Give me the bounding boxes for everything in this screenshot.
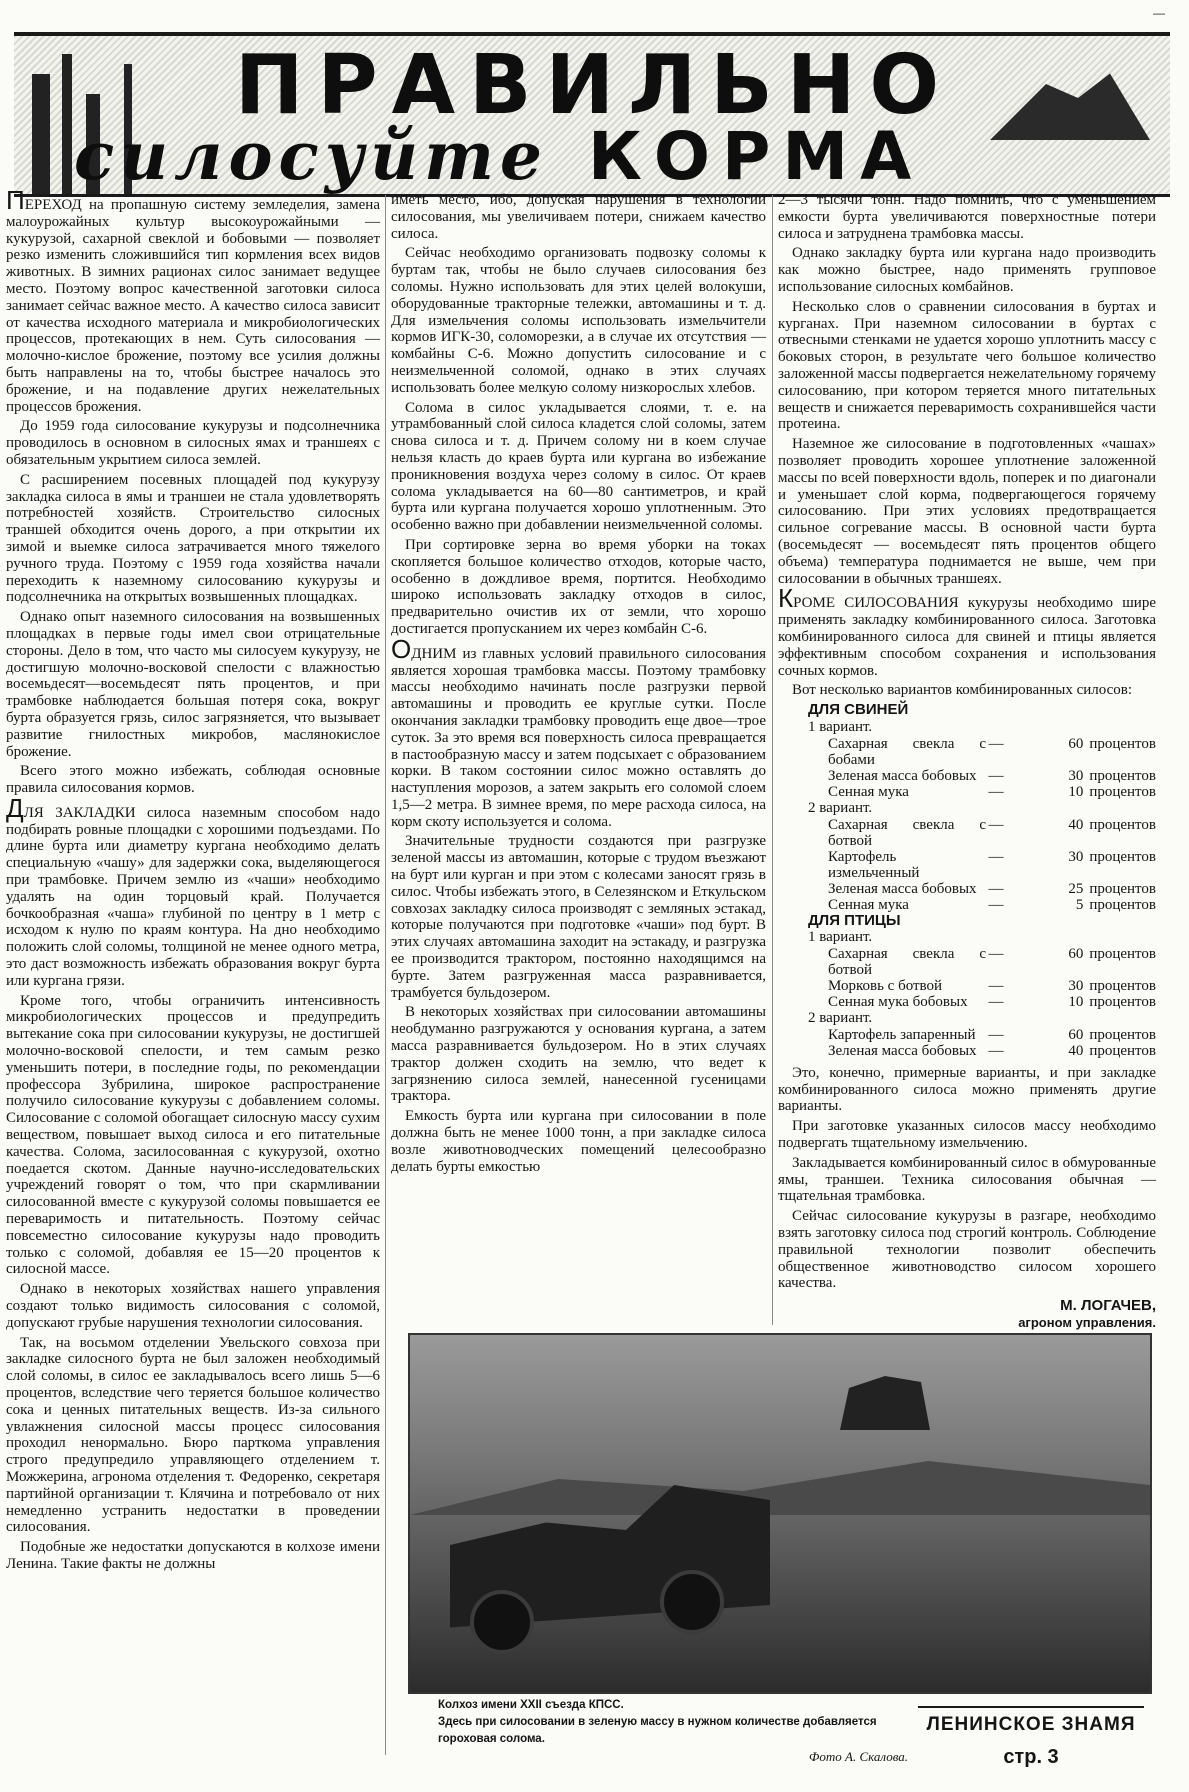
column-divider: [772, 195, 773, 1325]
photo-tractor: [840, 1370, 930, 1430]
dash-separator: —: [988, 978, 1004, 995]
paragraph-text: Несколько слов о сравнении силосования в буртах и курганах. При наземном силосовании в буртах с отвесными стенками не удается хорошо уплотнить массу с боковых сторон, в результате чего большое количество заложенной массы подвергается нежелательному горячему силосованию, при котором теряется много питательных веществ и снижается переваримость сохранившейся части протеина.: [778, 298, 1156, 433]
ingredient-share: [1006, 736, 1156, 768]
recipe-variant-label: 2 вариант.: [808, 1010, 873, 1027]
paragraph-text: До 1959 года силосование кукурузы и подсолнечника проводилось в основном в силосных ямах и траншеях с обязательным укрытием силоса землей.: [6, 418, 380, 468]
dash-separator: —: [988, 946, 1004, 963]
share-unit: процентов: [1089, 783, 1156, 800]
ingredient-name: Сенная мука: [828, 783, 909, 800]
paragraph: [391, 1004, 766, 1105]
paragraph: [6, 1281, 380, 1331]
paragraph-text: 2—3 тысячи тонн. Надо помнить, что с уменьшением емкости бурта увеличиваются поверхностные потери силоса и затруднена трамбовка массы.: [778, 192, 1156, 242]
paragraph-text: В некоторых хозяйствах при силосовании автомашины необдуманно разгружаются у основания кургана, а затем масса разравнивается бульдозером. Но в этих случаях трактор должен сходить на землю, что ведет к загрязнению силоса землей, нанесенной гусеницами трактора.: [391, 1004, 766, 1105]
ingredient-name: Сахарная свекла с ботвой: [828, 946, 986, 979]
share-unit: процентов: [1089, 1042, 1156, 1059]
ingredient-name: Сахарная свекла с ботвой: [828, 816, 986, 849]
paragraph: [6, 609, 380, 760]
paragraph: [6, 993, 380, 1279]
paragraph-text: ДНИМ из главных условий правильного силосования является хорошая трамбовка массы. Поэтому трамбовку массы необходимо начинать после разгрузки первой автомашины и проводить ее круглые сутки. После окончания закладки трамбовку проводить еще двое—трое суток. За это время вся поверхность силоса превращается в пастообразную массу и затем подсыхает с образованием корки. В таком состоянии силос можно оставлять до наступления морозов, а затем закрыть его соломой слоем 1,5—2 метра. В зимнее время, по мере расхода силоса, на корм скоту используется и солома.: [391, 645, 766, 830]
article-column-2: [391, 192, 766, 1322]
share-unit: процентов: [1089, 848, 1156, 865]
drop-capital: П: [6, 185, 25, 215]
headline-word-korma: КОРМА: [587, 118, 924, 195]
ingredient-share: [1006, 897, 1156, 913]
headline-banner: [14, 32, 1170, 197]
paragraph: [778, 1118, 1156, 1152]
paragraph: [391, 192, 766, 242]
share-unit: процентов: [1089, 880, 1156, 897]
share-unit: процентов: [1089, 1026, 1156, 1043]
share-unit: процентов: [1089, 978, 1156, 995]
ingredient-name: Картофель измельченный: [828, 848, 920, 881]
paragraph-text: ЕРЕХОД на пропашную систему земледелия, замена малоурожайных культур высокоурожайными — кукурузой, сахарной свеклой и бобовыми — позволяет резко изменить сложившийся тип кормления всех видов животных. В зимних рационах силос занимает ведущее место. Поэтому вопрос качественной заготовки силоса занимает сейчас важное место. А качество силоса зависит от качества исходного материала и микробиологических процессов, протекающих в нем. Суть силосования — молочно-кислое брожение, поэтому все усилия должны быть направлены на то, чтобы быстрее началось это брожение, и на подавление других нежелательных процессов брожения.: [6, 197, 380, 415]
paragraph-text: Всего этого можно избежать, соблюдая основные правила силосования кормов.: [6, 763, 380, 797]
paragraph: [391, 400, 766, 534]
paragraph-text: Однако закладку бурта или кургана надо производить как можно быстрее, надо применять групповое использование силосных комбайнов.: [778, 245, 1156, 295]
paragraph-text: Кроме того, чтобы ограничить интенсивность микробиологических процессов и предупредить вытекание сока при силосовании кукурузы, не достигшей молочно-восковой спелости, и тем самым резко уменьшить потери, в последние годы, по рекомендации профессора Зубрилина, широкое распространение получило силосование кукурузы с добавлением соломы. Силосование с соломой обогащает силосную массу сухим веществом, повышает выход силоса и его питательные качества. Солома, засилосованная с кукурузой, охотно поедается скотом. Данные научно-исследовательских учреждений говорят о том, что при скармливании силосованной вместе с кукурузой соломы повышается ее переваримость и питательность. Поэтому сейчас повсеместно силосование кукурузы надо проводить только с соломой, добавляя ее 15—20 процентов к силосной массе.: [6, 992, 380, 1278]
paragraph: [6, 1335, 380, 1537]
recipe-row: [828, 784, 1156, 800]
paragraph: [391, 833, 766, 1001]
recipe-row: [828, 768, 1156, 784]
ingredient-share: [1006, 881, 1156, 897]
paragraph: [778, 192, 1156, 242]
paragraph-text: С расширением посевных площадей под кукурузу закладка силоса в ямы и траншеи не стала удовлетворять потребностей хозяйств. Строительство силосных траншей обходится очень дорого, а при открытии их зимой и выемке силоса затрачивается много тяжелого ручного труда. Поэтому с 1959 года хозяйства начали переходить к наземному силосованию кукурузы и подсолнечника на открытых возвышенных площадках.: [6, 471, 380, 606]
photo-silage-loading: [408, 1333, 1152, 1694]
author-role: агроном управления.: [1018, 1315, 1156, 1331]
paragraph: [778, 436, 1156, 587]
dash-separator: —: [988, 735, 1004, 752]
ingredient-share: [1006, 817, 1156, 849]
drop-capital: К: [778, 583, 794, 614]
paragraph-text: Солома в силос укладывается слоями, т. е. на утрамбованный слой силоса кладется слой соломы, затем снова силоса и т. д. Причем солому ни в коем случае нельзя класть до краев бурта или кургана во избежание проникновения воздуха через солому в силос. От краев солома укладывается на 60—80 сантиметров, и край бурта или кургана получается хорошо уплотненным. Это особенно важно при добавлении неизмельченной соломы.: [391, 399, 766, 534]
recipe-row: [828, 1027, 1156, 1043]
ingredient-share: [1006, 994, 1156, 1010]
paragraph-text: Вот несколько вариантов комбинированных силосов:: [792, 682, 1133, 699]
dash-separator: —: [988, 783, 1004, 800]
paragraph-text: При сортировке зерна во время уборки на токах скопляется большое количество отходов, которые часто, особенно в дождливое время, портится. Необходимо широко использовать закладку отходов в силос, предварительно очистив их от земли, что хорошо достигается пропусканием их через комбайн С-6.: [391, 536, 766, 637]
paragraph: [6, 763, 380, 797]
photo-wheel: [470, 1590, 534, 1654]
recipe-variant-label: 1 вариант.: [808, 718, 873, 735]
paragraph-text: Сейчас силосование кукурузы в разгаре, необходимо взять заготовку силоса под строгий контроль. Соблюдение правильной технологии позволит обеспечить общественное животноводство силосом хорошего качества.: [778, 1208, 1156, 1292]
share-value: 30: [1068, 767, 1084, 784]
ingredient-share: [1006, 784, 1156, 800]
ingredient-name: Зеленая масса бобовых: [828, 767, 977, 784]
ingredient-name: Сахарная свекла с бобами: [828, 735, 986, 768]
drop-capital: Д: [6, 792, 24, 823]
recipe-row: [828, 1043, 1156, 1059]
paragraph: [391, 633, 766, 831]
column-3-text-after: [778, 1065, 1156, 1292]
headline-line2: [74, 117, 1114, 195]
paragraph: [391, 537, 766, 638]
ingredient-name: Сенная мука бобовых: [828, 994, 968, 1011]
dash-separator: —: [988, 816, 1004, 833]
page-marker: —: [1153, 6, 1165, 20]
paragraph-text: Однако опыт наземного силосования на возвышенных площадках в первые годы имел свои отрицательные стороны. Дело в том, что часто мы силосуем кукурузу, не достигшую молочно-восковой спелости с влажностью восемьдесят—восемьдесят пять процентов, и при трамбовке наблюдается большая потеря сока, вокруг бурта образуется грязь, силос загрязняется, что вызывает развитие гнилостных микробов, маслянокислое брожение.: [6, 609, 380, 760]
share-value: 40: [1068, 1042, 1084, 1059]
reed-decoration: [62, 54, 72, 194]
paragraph-text: При заготовке указанных силосов массу необходимо подвергать тщательному измельчению.: [778, 1118, 1156, 1152]
signature: [778, 1298, 1156, 1332]
ingredient-name: Сенная мука: [828, 896, 909, 913]
reed-decoration: [32, 74, 50, 194]
paragraph-text: Наземное же силосование в подготовленных «чашах» позволяет проводить хорошее уплотнение заложенной массы по всей поверхности вдоль, поперек и по диагонали и уменьшает слой корма, подвергающегося горячему силосованию. При этих условиях предотвращается сильное согревание массы. В основной части бурта (восемьдесят — восемьдесят пять процентов общего объема) температура поднимается не выше, чем при силосовании в обычных траншеях.: [778, 436, 1156, 587]
dash-separator: —: [988, 896, 1004, 913]
recipe-row: [828, 897, 1156, 913]
dash-separator: —: [988, 767, 1004, 784]
paragraph: [778, 299, 1156, 433]
paragraph: [391, 1108, 766, 1175]
share-unit: процентов: [1089, 946, 1156, 963]
recipe-row: [828, 946, 1156, 978]
caption-line2: Здесь при силосовании в зеленую массу в нужном количестве добавляется гороховая солома.: [438, 1716, 877, 1745]
headline-word-silosuyte: силосуйте: [74, 117, 548, 195]
paragraph: [6, 418, 380, 468]
share-value: 5: [1075, 896, 1084, 913]
paragraph-text: иметь место, ибо, допуская нарушения в технологии силосования, мы увеличиваем потери, снижаем качество силоса.: [391, 192, 766, 242]
paragraph: [778, 245, 1156, 295]
recipe-group-heading: ДЛЯ СВИНЕЙ: [808, 701, 909, 719]
dash-separator: —: [988, 1042, 1004, 1059]
share-unit: процентов: [1089, 994, 1156, 1011]
paragraph: [6, 1539, 380, 1573]
ingredient-share: [1006, 946, 1156, 978]
ingredient-name: Морковь с ботвой: [828, 978, 943, 995]
drop-capital: О: [391, 633, 412, 664]
article-column-1: [6, 185, 380, 1752]
share-unit: процентов: [1089, 767, 1156, 784]
share-value: 60: [1068, 946, 1084, 963]
ingredient-share: [1006, 1043, 1156, 1059]
paragraph: [391, 245, 766, 396]
photo-credit: Фото А. Скалова.: [808, 1749, 908, 1764]
paragraph-text: Закладывается комбинированный силос в обмурованные ямы, траншеи. Техника силосования обычная — тщательная трамбовка.: [778, 1154, 1156, 1205]
recipe-row: [828, 817, 1156, 849]
paragraph-text: РОМЕ СИЛОСОВАНИЯ кукурузы необходимо шире применять закладку комбинированного силоса. Заготовка комбинированного силоса для свиней и птицы является эффективным способом сохранения и использования сочных кормов.: [778, 595, 1156, 679]
recipe-row: [828, 994, 1156, 1010]
paragraph-text: Это, конечно, примерные варианты, и при закладке комбинированного силоса можно применять другие варианты.: [778, 1064, 1156, 1115]
dash-separator: —: [988, 994, 1004, 1011]
share-value: 60: [1068, 1026, 1084, 1043]
ingredient-share: [1006, 768, 1156, 784]
recipe-row: [828, 978, 1156, 994]
paragraph: [778, 583, 1156, 679]
share-unit: процентов: [1089, 896, 1156, 913]
dash-separator: —: [988, 880, 1004, 897]
recipe-variant-label: 1 вариант.: [808, 929, 873, 946]
paragraph: [6, 185, 380, 415]
column-divider: [385, 195, 386, 1755]
photo-silage-pile: [410, 1455, 1150, 1515]
ingredient-name: Зеленая масса бобовых: [828, 880, 977, 897]
recipe-row: [828, 736, 1156, 768]
ingredient-share: [1006, 849, 1156, 881]
share-value: 10: [1068, 994, 1084, 1011]
ingredient-name: Картофель запаренный: [828, 1026, 976, 1043]
paragraph: [778, 1155, 1156, 1205]
paragraph: [778, 682, 1156, 699]
share-value: 60: [1068, 735, 1084, 752]
paragraph-text: Однако в некоторых хозяйствах нашего управления создают только видимость силосования с соломой, допускают грубые нарушения технологии силосования.: [6, 1281, 380, 1331]
share-value: 10: [1068, 783, 1084, 800]
paragraph-text: Подобные же недостатки допускаются в колхозе имени Ленина. Такие факты не должны: [6, 1539, 380, 1572]
photo-wheel: [660, 1570, 724, 1634]
newspaper-footer: [918, 1706, 1144, 1778]
caption-line1: Колхоз имени XXII съезда КПСС.: [438, 1699, 624, 1711]
share-value: 40: [1068, 816, 1084, 833]
paragraph-text: Значительные трудности создаются при разгрузке зеленой массы из автомашин, которые с трудом въезжают на бурт или курган и при этом с колесами заносят грязь в силос. Чтобы избежать этого, в Селезянском и Еткульском совхозах закладку силоса производят с земляных эстакад, которые получаются при подготовке «чаши» под бурт. В этих случаях автомашина заходит на эстакаду, и разгрузка ее производится трактором, постоянно находящимся на бурте. Затем разгруженная масса разравнивается, трамбуется бульдозером.: [391, 833, 766, 1001]
author-name: М. ЛОГАЧЕВ,: [1060, 1297, 1156, 1315]
paragraph: [6, 472, 380, 606]
newspaper-name: ЛЕНИНСКОЕ ЗНАМЯ: [926, 1714, 1136, 1735]
paragraph: [778, 1065, 1156, 1115]
dash-separator: —: [988, 848, 1004, 865]
share-unit: процентов: [1089, 735, 1156, 752]
article-column-3: [778, 192, 1156, 1331]
paragraph-text: ЛЯ ЗАКЛАДКИ силоса наземным способом надо подбирать ровные площадки с хорошими подъездами. По длине бурта или диаметру кургана необходимо делать специальную «чашу» для задержки сока, выделяющегося при трамбовке. Причем землю из «чаши» необходимо удалять на один торцовый край. Получается бочкообразная «чаша» глубиной по центру в 1 метр с исходом к нулю по краям контура. На дно необходимо положить слой соломы, толщиной не менее одного метра, это даст возможность избежать образования вокруг бурта или кургана грязи.: [6, 804, 380, 989]
column-3-text: [778, 192, 1156, 699]
photo-caption: [438, 1697, 908, 1765]
share-value: 30: [1068, 848, 1084, 865]
recipe-group-heading: ДЛЯ ПТИЦЫ: [808, 911, 901, 929]
share-value: 25: [1068, 880, 1084, 897]
dash-separator: —: [988, 1026, 1004, 1043]
ingredient-name: Зеленая масса бобовых: [828, 1042, 977, 1059]
share-unit: процентов: [1089, 816, 1156, 833]
headline-line1: ПРАВИЛЬНО: [234, 38, 954, 133]
combined-silage-recipes: [778, 702, 1156, 1059]
paragraph-text: Сейчас необходимо организовать подвозку соломы к буртам так, чтобы не было случаев силосования без соломы. Нужно использовать для этих целей волокуши, оборудованные тракторные тележки, автомашины и т. д. Для измельчения соломы использовать измельчители кормов ИГК-30, соломорезки, а в случае их отсутствия — комбайны С-6. Можно допустить силосование и с неизмельченной соломой, однако в этих случаях использовать более мелкую солому низкорослых хлебов.: [391, 245, 766, 396]
paragraph: [778, 1208, 1156, 1292]
recipe-variant-label: 2 вариант.: [808, 799, 873, 816]
paragraph-text: Так, на восьмом отделении Увельского совхоза при закладке силосного бурта не был заложен необходимый слой соломы, в силос ее закладывалось всего лишь 5—6 процентов, вследствие чего теряется большое количество сока и ценных питательных веществ. Из-за сильного увлажнения силосной массы процесс силосования проходил ненормально. Бюро парткома управления строго предупредило управляющего отделением т. Можжерина, агронома отделения т. Федоренко, секретаря партийной организации т. Клячина и потребовало от них немедленно устранить недостатки в проведении силосования.: [6, 1334, 380, 1536]
recipe-row: [828, 849, 1156, 881]
ingredient-share: [1006, 1027, 1156, 1043]
paragraph-text: Емкость бурта или кургана при силосовании в поле должна быть не менее 1000 тонн, а при закладке силоса возле животноводческих помещений целесообразно делать бурты емкостью: [391, 1108, 766, 1175]
recipe-row: [828, 881, 1156, 897]
ingredient-share: [1006, 978, 1156, 994]
share-value: 30: [1068, 978, 1084, 995]
page-number: стр. 3: [1003, 1746, 1059, 1768]
paragraph: [6, 792, 380, 990]
